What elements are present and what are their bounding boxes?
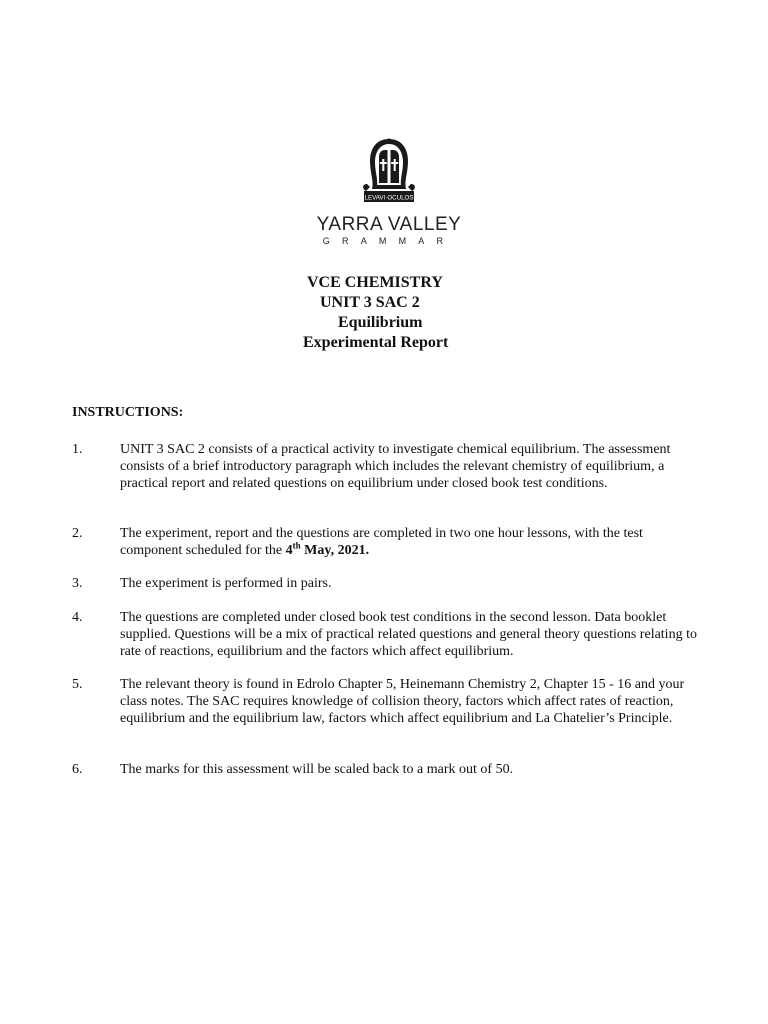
instruction-text: The experiment is performed in pairs. <box>120 576 332 591</box>
title-topic: Equilibrium <box>338 314 423 331</box>
test-date-day: 4 <box>285 543 293 558</box>
title-unit: UNIT 3 SAC 2 <box>320 294 420 311</box>
instruction-number: 3. <box>72 576 83 591</box>
title-subject: VCE CHEMISTRY <box>307 274 443 291</box>
instruction-text: The marks for this assessment will be scaled back to a mark out of 50. <box>120 762 514 777</box>
instruction-number: 4. <box>72 610 83 625</box>
school-logo <box>316 137 462 247</box>
instruction-text: UNIT 3 SAC 2 consists of a practical activity to investigate chemical equilibrium. The assessment consists of a brief introductory paragraph which includes the relevant chemistry of equilibrium, a practical report and related questions on equilibrium under closed book test conditions. <box>120 442 671 491</box>
instruction-text <box>120 525 705 559</box>
logo-school-subtitle: GRAMMAR <box>322 236 456 246</box>
instruction-number: 2. <box>72 526 83 541</box>
instruction-text: The questions are completed under closed book test conditions in the second lesson. Data booklet supplied. Questions will be a mix of practical related questions and general theory questions relating to rate of reactions, equilibrium and the factors which affect equilibrium. <box>120 610 697 659</box>
instruction-number: 5. <box>72 677 83 692</box>
test-date-rest: May, 2021. <box>300 543 370 558</box>
test-date-suffix: th <box>292 540 301 551</box>
school-crest-icon <box>358 137 420 211</box>
logo-motto: LEVAVI·OCULOS <box>364 194 414 202</box>
instruction-number: 1. <box>72 442 83 457</box>
instruction-number: 6. <box>72 762 83 777</box>
instruction-text-part: The experiment, report and the questions are completed in two one hour lessons, with the test component scheduled for the <box>120 526 643 558</box>
logo-school-name: YARRA VALLEY <box>316 214 462 235</box>
instructions-heading: INSTRUCTIONS: <box>72 405 184 420</box>
instruction-text: The relevant theory is found in Edrolo Chapter 5, Heinemann Chemistry 2, Chapter 15 - 16 and your class notes. The SAC requires knowledge of collision theory, factors which affect rates of reaction, equilibrium and the equilibrium law, factors which affect equilibrium and La Chatelier’s Principle. <box>120 677 685 726</box>
title-report-type: Experimental Report <box>303 334 449 351</box>
